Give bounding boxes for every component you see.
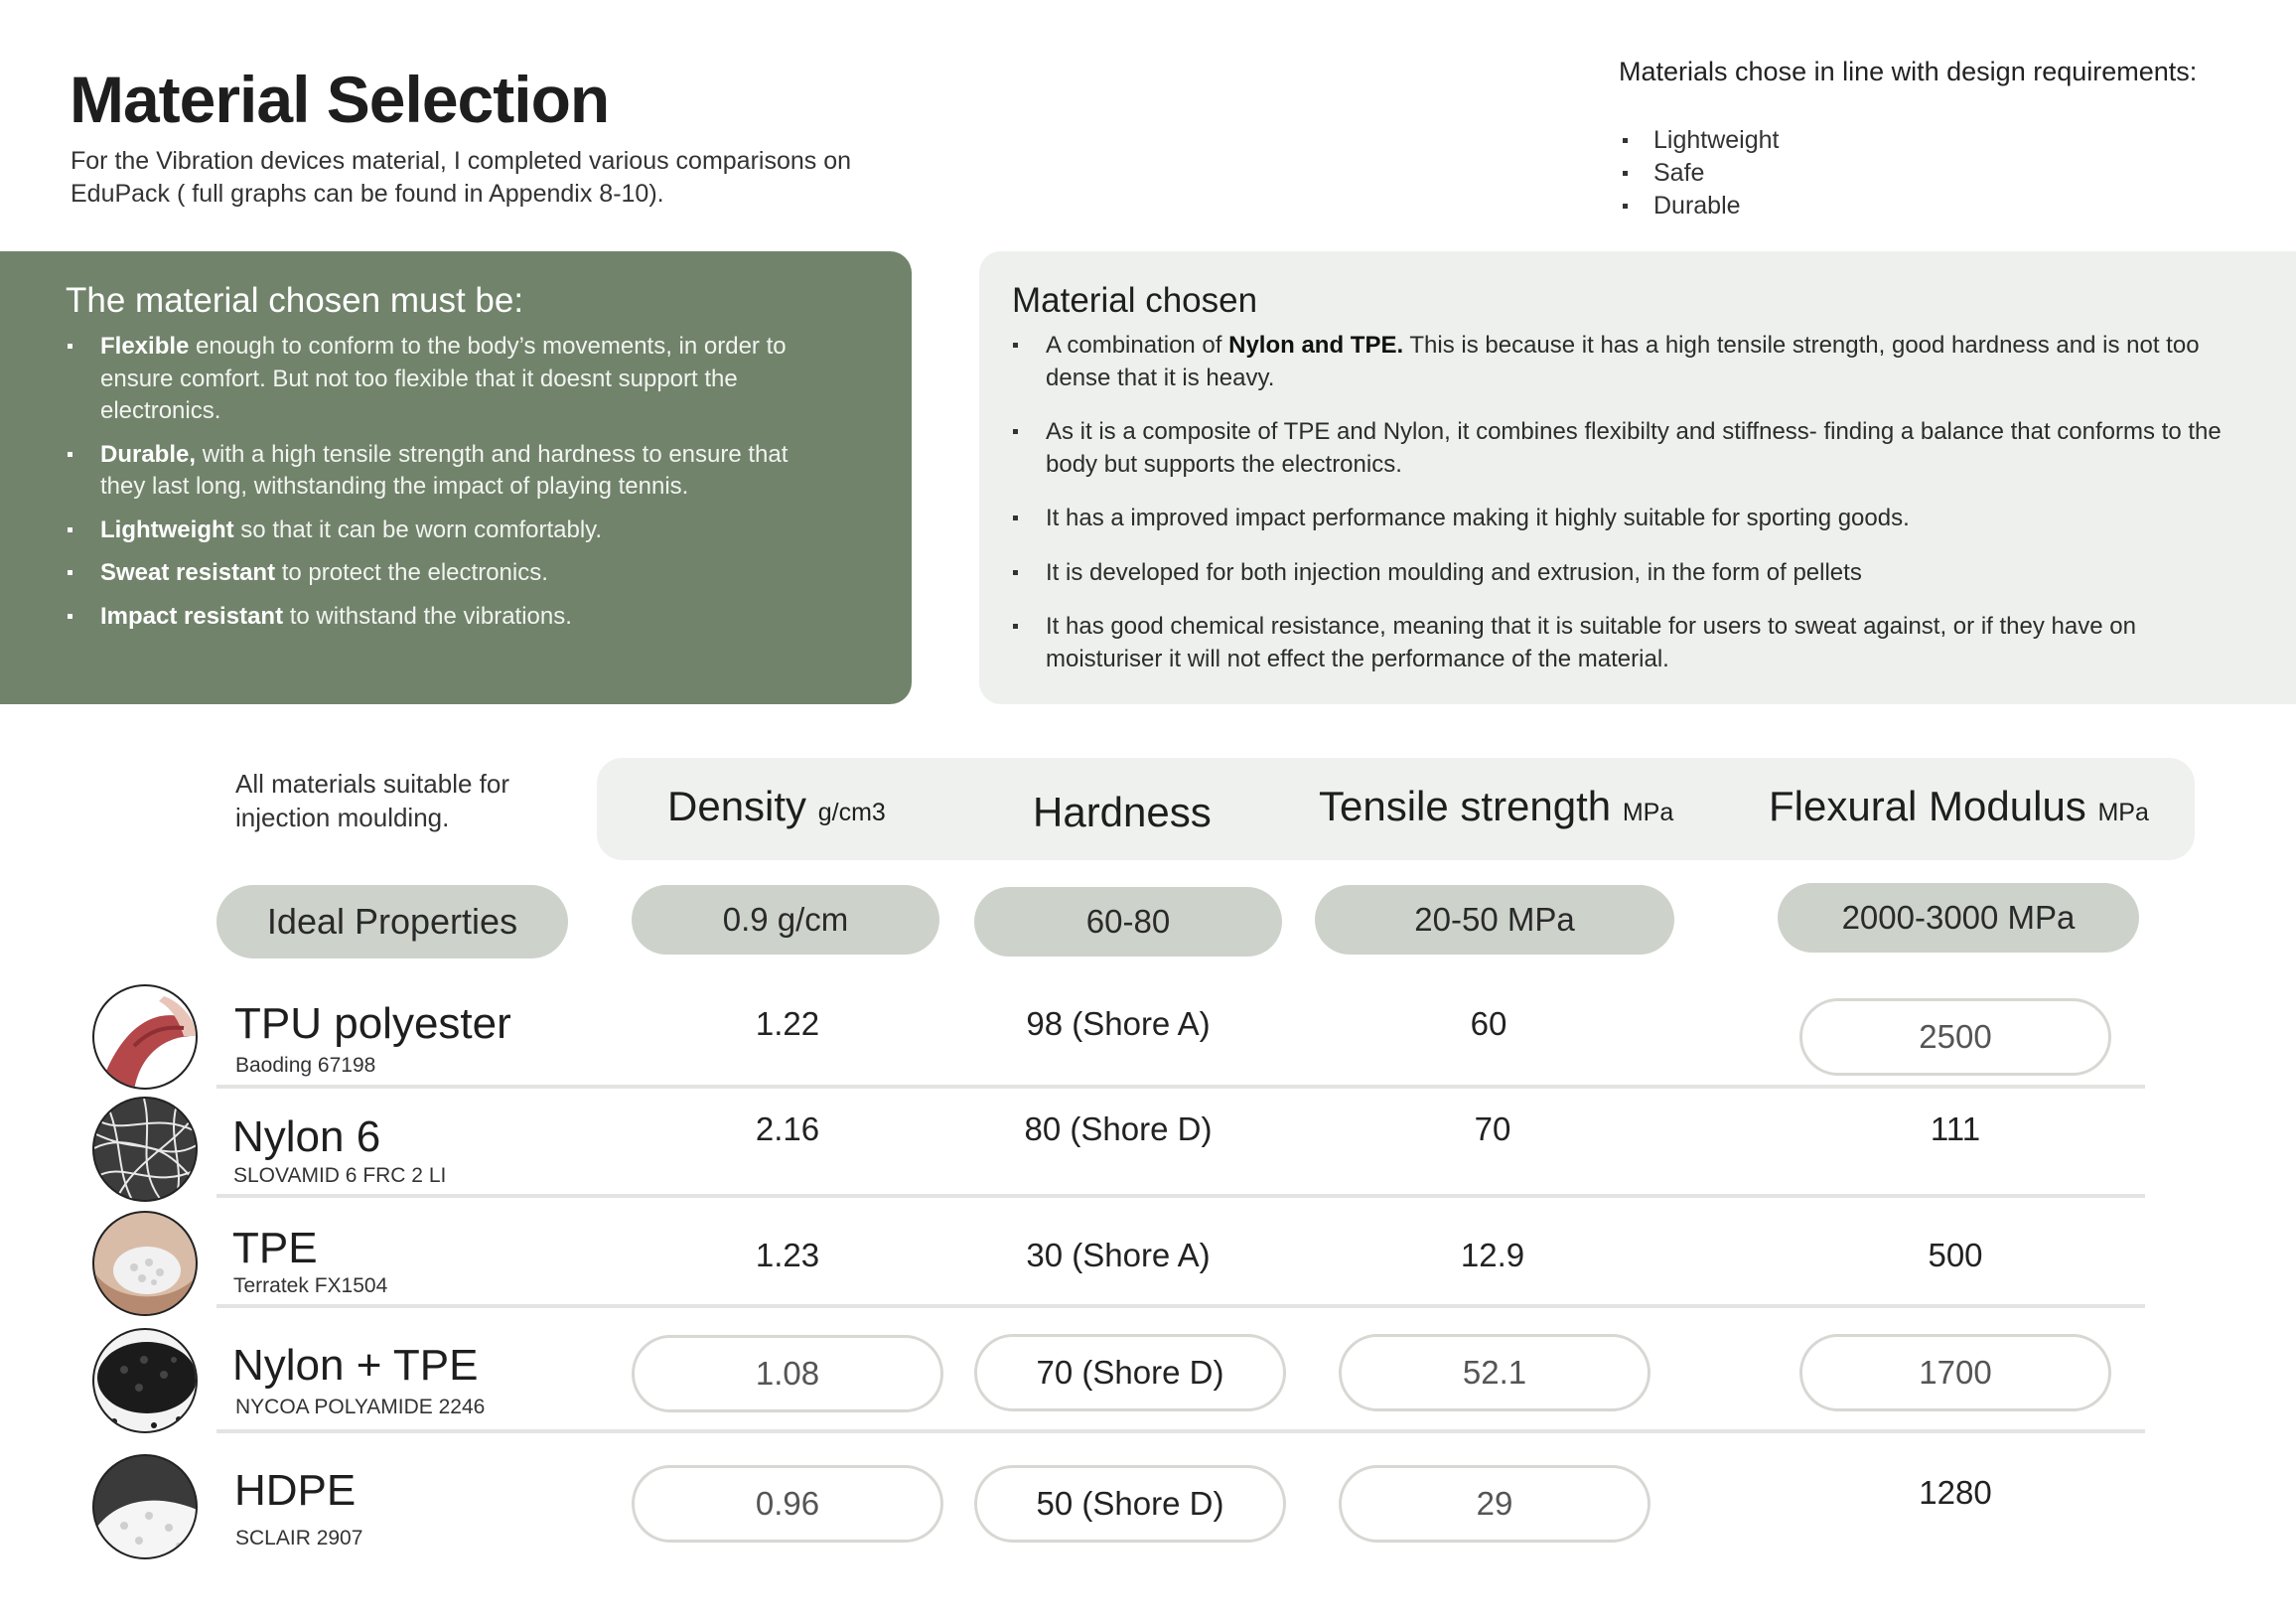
criteria-keyword: Sweat resistant: [100, 559, 276, 586]
reason-text: A combination of: [1046, 332, 1229, 359]
material-grade: SCLAIR 2907: [235, 1527, 363, 1549]
column-header-flexural: [1769, 783, 2149, 830]
ideal-flexural: 2000-3000 MPa: [1778, 883, 2139, 953]
table-note-line-2: injection moulding.: [235, 803, 450, 832]
requirement-item: Lightweight: [1619, 124, 1779, 157]
column-label: Density: [667, 783, 807, 829]
tensile-value: 12.9: [1460, 1237, 1525, 1273]
intro-line-2: EduPack ( full graphs can be found in Appendix 8-10).: [71, 180, 664, 208]
material-name: HDPE: [234, 1466, 357, 1515]
criteria-item: [67, 439, 821, 504]
column-header-hardness: [1033, 789, 1212, 836]
tpu-sample-icon: [94, 986, 198, 1090]
material-thumbnail: [92, 1211, 198, 1316]
flexural-value-highlight: 1700: [1799, 1334, 2111, 1411]
reason-item: [1012, 330, 2233, 394]
criteria-item: [67, 331, 821, 428]
white-pellets-icon: [94, 1456, 198, 1559]
hardness-value: 98 (Shore A): [1026, 1005, 1211, 1042]
reason-item: It is developed for both injection moulding and extrusion, in the form of pellets: [1012, 557, 2233, 590]
column-header-density: [667, 783, 886, 830]
criteria-text: so that it can be worn comfortably.: [233, 516, 603, 543]
tensile-value: 60: [1470, 1005, 1507, 1042]
material-name: TPE: [232, 1224, 318, 1272]
criteria-text: with a high tensile strength and hardness to ensure that they last long, withstanding the impact of playing tennis.: [100, 440, 789, 500]
criteria-keyword: Lightweight: [100, 516, 234, 543]
requirements-list: [1619, 124, 1779, 222]
density-value: 1.22: [755, 1005, 820, 1042]
material-thumbnail: [92, 1454, 198, 1559]
row-divider: [216, 1194, 2145, 1198]
material-name: Nylon + TPE: [232, 1341, 479, 1390]
hardness-value-highlight: 50 (Shore D): [974, 1465, 1286, 1543]
row-divider: [216, 1085, 2145, 1089]
nylon-fibre-icon: [94, 1099, 198, 1202]
material-grade: SLOVAMID 6 FRC 2 LI: [233, 1164, 447, 1187]
criteria-item: [67, 515, 821, 547]
table-note-line-1: All materials suitable for: [235, 769, 509, 799]
flexural-value: 111: [1930, 1110, 1981, 1147]
criteria-item: [67, 557, 821, 590]
reason-item: As it is a composite of TPE and Nylon, it combines flexibilty and stiffness- finding a balance that conforms to the body but supports the electronics.: [1012, 416, 2233, 481]
material-thumbnail: [92, 1097, 198, 1202]
density-value: 1.23: [755, 1237, 820, 1273]
criteria-text: to protect the electronics.: [275, 559, 548, 586]
hardness-value: 80 (Shore D): [1024, 1110, 1213, 1147]
tensile-value-highlight: 52.1: [1339, 1334, 1650, 1411]
criteria-keyword: Durable,: [100, 440, 197, 468]
ideal-properties-label: Ideal Properties: [216, 885, 568, 959]
material-name: TPU polyester: [234, 999, 511, 1048]
material-grade: Baoding 67198: [235, 1054, 376, 1077]
hardness-value-highlight: 70 (Shore D): [974, 1334, 1286, 1411]
tensile-value: 70: [1474, 1110, 1511, 1147]
ideal-tensile: 20-50 MPa: [1315, 885, 1674, 955]
flexural-value: 500: [1928, 1237, 1983, 1273]
requirements-heading: Materials chose in line with design requirements:: [1619, 57, 2198, 86]
criteria-item: [67, 601, 821, 634]
criteria-list: [67, 331, 821, 644]
reason-text: This is because it has a high tensile strength, good hardness and is not too dense that it is heavy.: [1046, 332, 2200, 391]
density-value-highlight: 1.08: [632, 1335, 943, 1412]
criteria-heading: The material chosen must be:: [66, 281, 524, 320]
material-grade: NYCOA POLYAMIDE 2246: [235, 1396, 486, 1418]
row-divider: [216, 1429, 2145, 1433]
flexural-value: 1280: [1919, 1474, 1992, 1511]
reason-item: It has a improved impact performance making it highly suitable for sporting goods.: [1012, 503, 2233, 535]
ideal-density: 0.9 g/cm: [632, 885, 939, 955]
tensile-value-highlight: 29: [1339, 1465, 1650, 1543]
material-thumbnail: [92, 984, 198, 1090]
column-unit: MPa: [2097, 799, 2149, 826]
row-divider: [216, 1304, 2145, 1308]
column-label: Hardness: [1033, 789, 1212, 835]
material-grade: Terratek FX1504: [233, 1274, 388, 1297]
material-thumbnail: [92, 1328, 198, 1433]
column-header-tensile: [1319, 783, 1673, 830]
column-unit: MPa: [1622, 799, 1674, 826]
hardness-value: 30 (Shore A): [1026, 1237, 1211, 1273]
criteria-keyword: Impact resistant: [100, 602, 284, 630]
criteria-text: enough to conform to the body’s movements, in order to ensure comfort. But not too flexible that it doesnt support the electronics.: [100, 333, 787, 424]
page-title: Material Selection: [70, 63, 610, 136]
column-label: Tensile strength: [1319, 783, 1612, 829]
reason-item: It has good chemical resistance, meaning that it is suitable for users to sweat against, or if they have on moisturiser it will not effect the performance of the material.: [1012, 611, 2233, 675]
material-name: Nylon 6: [232, 1112, 381, 1161]
flexural-value-highlight: 2500: [1799, 998, 2111, 1076]
criteria-panel: [0, 251, 912, 704]
column-label: Flexural Modulus: [1769, 783, 2086, 829]
material-chosen-heading: Material chosen: [1012, 281, 1258, 320]
tpe-pellets-icon: [94, 1213, 198, 1316]
density-value: 2.16: [755, 1110, 820, 1147]
requirement-item: Durable: [1619, 190, 1779, 222]
intro-line-1: For the Vibration devices material, I completed various comparisons on: [71, 147, 852, 175]
criteria-text: to withstand the vibrations.: [283, 602, 572, 630]
reason-keyword: Nylon and TPE.: [1228, 332, 1404, 359]
criteria-keyword: Flexible: [100, 333, 190, 360]
column-unit: g/cm3: [817, 799, 886, 826]
intro-text: [71, 145, 895, 211]
density-value-highlight: 0.96: [632, 1465, 943, 1543]
ideal-hardness: 60-80: [974, 887, 1282, 957]
requirement-item: Safe: [1619, 157, 1779, 190]
material-chosen-list: [1012, 330, 2233, 697]
material-chosen-panel: [979, 251, 2296, 704]
black-pellets-icon: [94, 1330, 198, 1433]
table-note: [235, 767, 563, 834]
